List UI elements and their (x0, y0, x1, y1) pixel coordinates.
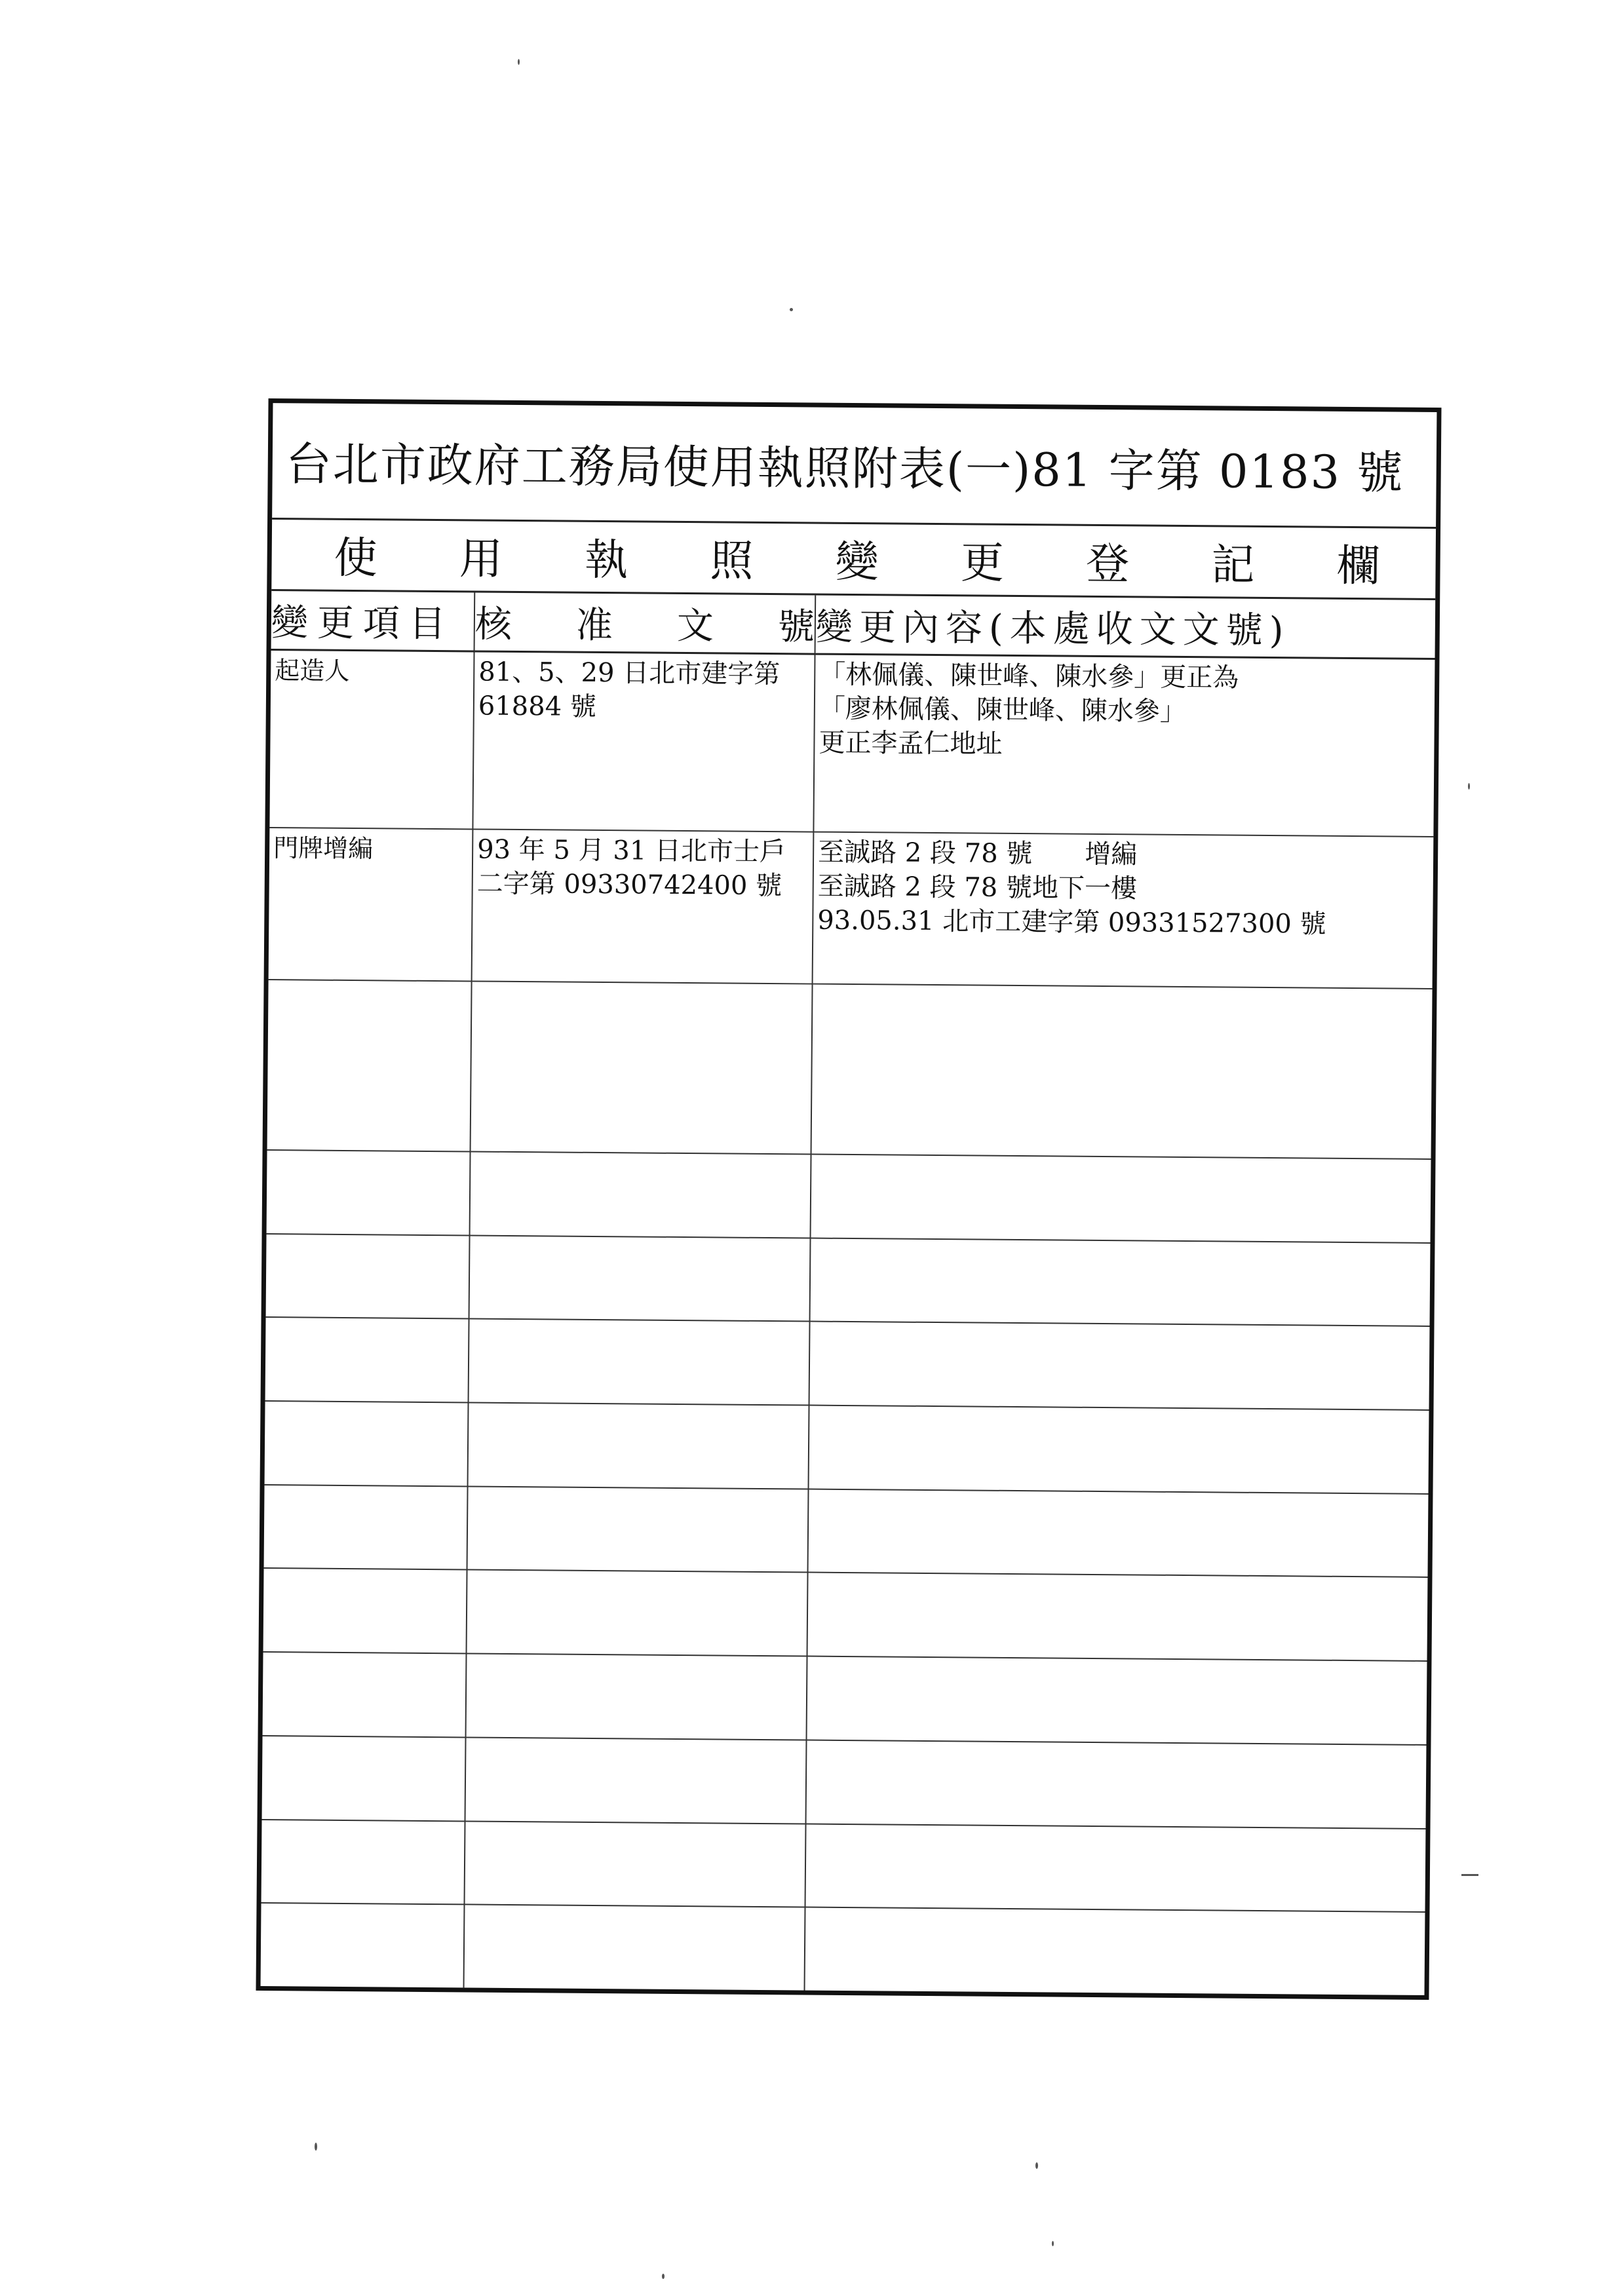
cell-approval: 93 年 5 月 31 日北市士戶 二字第 09330742400 號 (472, 830, 814, 984)
scan-speck (1461, 1874, 1478, 1876)
table-row (269, 828, 1434, 989)
cell-content (807, 1573, 1428, 1661)
table-row (261, 1903, 1425, 1995)
cell-item (262, 1736, 466, 1821)
cell-item (265, 1317, 469, 1402)
subtitle-char: 欄 (1336, 540, 1380, 592)
table-row (266, 1234, 1431, 1327)
cell-item (266, 1234, 470, 1319)
cell-approval (469, 1319, 810, 1406)
table-row (263, 1652, 1427, 1745)
scan-speck (315, 2143, 317, 2151)
cell-content (811, 1155, 1431, 1243)
cell-approval (469, 1235, 811, 1322)
cell-approval (468, 1403, 809, 1489)
cell-approval (467, 1486, 809, 1573)
form-title: 台北市政府工務局使用執照附表(一)81 字第 0183 號 (272, 403, 1437, 529)
subtitle-char: 執 (584, 534, 628, 586)
cell-content: 至誠路 2 段 78 號 增編 至誠路 2 段 78 號地下一樓 93.05.31 北市工建字第 09331527300 號 (813, 832, 1434, 989)
registration-form (256, 398, 1441, 2000)
subtitle-char: 記 (1211, 539, 1255, 590)
column-header-item: 變更項目 (271, 591, 475, 651)
cell-item (263, 1652, 467, 1737)
cell-item (261, 1903, 465, 1987)
subtitle-char: 使 (334, 532, 377, 584)
cell-approval (464, 1905, 805, 1991)
cell-approval (466, 1654, 807, 1740)
table-row (262, 1736, 1427, 1829)
cell-content (808, 1489, 1429, 1577)
cell-content (807, 1656, 1427, 1745)
cell-content (811, 984, 1433, 1159)
table-row (267, 1150, 1431, 1243)
cell-item (267, 980, 472, 1151)
cell-content (809, 1406, 1429, 1494)
cell-item (261, 1820, 465, 1905)
scan-speck (1052, 2241, 1054, 2246)
change-register-table-wrapper (261, 591, 1436, 1995)
subtitle-char: 用 (459, 533, 503, 584)
cell-approval (470, 1151, 811, 1238)
cell-item (267, 1150, 471, 1235)
cell-approval (467, 1570, 808, 1656)
column-header-content: 變更內容(本處收文文號) (815, 596, 1436, 659)
cell-item: 起造人 (269, 650, 474, 830)
subtitle-char: 登 (1085, 538, 1130, 590)
table-row (269, 650, 1435, 837)
scan-speck (1035, 2162, 1038, 2169)
subtitle-char: 變 (835, 536, 879, 588)
table-row (267, 980, 1433, 1159)
cell-item (264, 1485, 468, 1570)
cell-item (265, 1401, 469, 1486)
scan-speck (1468, 783, 1470, 790)
table-row (263, 1568, 1428, 1661)
table-row (264, 1485, 1429, 1578)
cell-item (263, 1568, 467, 1653)
scan-speck (790, 308, 793, 311)
table-row (261, 1820, 1426, 1913)
table-row (265, 1317, 1430, 1410)
cell-approval (465, 1737, 807, 1824)
cell-content (806, 1740, 1427, 1828)
cell-content: 「林佩儀、陳世峰、陳水參」更正為 「廖林佩儀、陳世峰、陳水參」 更正李孟仁地址 (813, 654, 1435, 837)
scan-speck (662, 2274, 665, 2279)
subtitle-char: 更 (960, 537, 1005, 588)
table-row (265, 1401, 1429, 1494)
scan-speck (518, 59, 520, 65)
column-header-approval: 核准文號 (474, 592, 816, 654)
cell-item: 門牌增編 (269, 828, 473, 981)
cell-approval: 81、5、29 日北市建字第 61884 號 (473, 651, 815, 832)
cell-content (809, 1322, 1430, 1410)
table-header-row (271, 591, 1436, 659)
cell-content (810, 1238, 1431, 1326)
cell-approval (471, 982, 813, 1155)
change-register-table (261, 591, 1436, 1995)
cell-content (805, 1907, 1425, 1995)
subtitle-char: 照 (710, 535, 754, 586)
cell-content (805, 1824, 1426, 1912)
cell-approval (465, 1821, 806, 1907)
form-subtitle (271, 518, 1436, 600)
